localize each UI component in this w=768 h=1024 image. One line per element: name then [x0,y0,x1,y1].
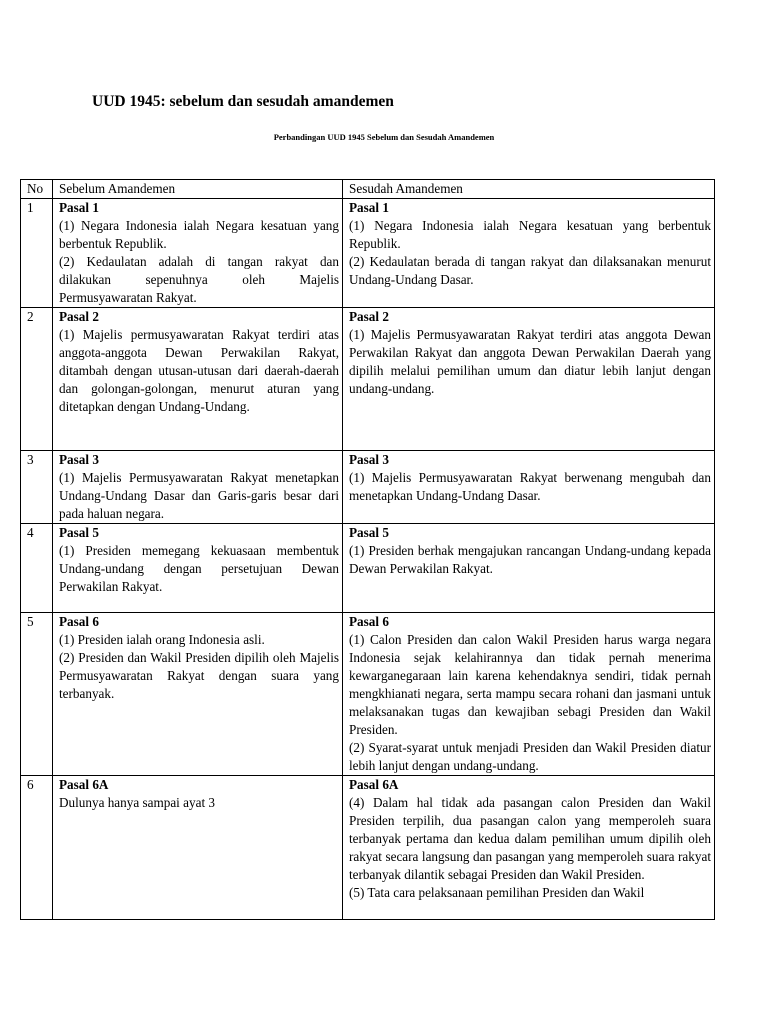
table-row [21,776,715,920]
pasal-title: Pasal 1 [59,200,99,215]
page-subtitle: Perbandingan UUD 1945 Sebelum dan Sesudah Amandemen [273,132,495,142]
after-cell [343,524,715,613]
after-cell [343,308,715,451]
pasal-title: Pasal 3 [349,452,389,467]
row-number: 5 [21,613,53,776]
table-row [21,451,715,524]
pasal-title: Pasal 3 [59,452,99,467]
clause-text: (2) Syarat-syarat untuk menjadi Presiden dan Wakil Presiden diatur lebih lanjut dengan undang-undang. [349,740,711,773]
before-cell [53,308,343,451]
before-cell [53,776,343,920]
pasal-title: Pasal 6 [59,614,99,629]
row-number: 3 [21,451,53,524]
after-cell [343,451,715,524]
table-row [21,613,715,776]
pasal-title: Pasal 6 [349,614,389,629]
clause-text: (1) Presiden memegang kekuasaan membentuk Undang-undang dengan persetujuan Dewan Perwakilan Rakyat. [59,543,339,594]
table-header-row [21,180,715,199]
row-number: 4 [21,524,53,613]
pasal-title: Pasal 6A [349,777,399,792]
table-row [21,524,715,613]
table-row [21,199,715,308]
page-title: UUD 1945: sebelum dan sesudah amandemen [92,93,394,110]
before-cell [53,524,343,613]
header-after: Sesudah Amandemen [343,180,715,199]
pasal-title: Pasal 1 [349,200,389,215]
pasal-title: Pasal 5 [349,525,389,540]
clause-text: (1) Majelis Permusyawaratan Rakyat terdiri atas anggota Dewan Perwakilan Rakyat dan anggota Dewan Perwakilan Daerah yang dipilih melalui pemilihan umum dan diatur lebih lanjut dengan undang-undang. [349,327,711,396]
before-cell [53,613,343,776]
after-cell [343,199,715,308]
row-number: 6 [21,776,53,920]
before-cell [53,199,343,308]
clause-text: (2) Kedaulatan adalah di tangan rakyat dan dilakukan sepenuhnya oleh Majelis Permusyawaratan Rakyat. [59,254,339,305]
clause-text: (5) Tata cara pelaksanaan pemilihan Presiden dan Wakil [349,885,645,900]
clause-text: (1) Majelis permusyawaratan Rakyat terdiri atas anggota-anggota Dewan Perwakilan Rakyat, ditambah dengan utusan-utusan dari daerah-daerah dan golongan-golongan, menurut aturan yang ditetapkan dengan Undang-Undang. [59,327,339,414]
comparison-table [20,179,715,920]
clause-text: (1) Majelis Permusyawaratan Rakyat menetapkan Undang-Undang Dasar dan Garis-garis besar dari pada haluan negara. [59,470,339,521]
clause-text: (2) Presiden dan Wakil Presiden dipilih oleh Majelis Permusyawaratan Rakyat dengan suara yang terbanyak. [59,650,339,701]
clause-text: (1) Calon Presiden dan calon Wakil Presiden harus warga negara Indonesia sejak kelahirannya dan tidak pernah menerima kewarganegaraan lain karena kehendaknya sendiri, tidak pernah mengkhianati negara, serta mampu secara rohani dan jasmani untuk melaksanakan tugas dan kewajiban sebagi Presiden dan Wakil Presiden. [349,632,711,737]
after-cell [343,776,715,920]
header-no: No [21,180,53,199]
pasal-title: Pasal 6A [59,777,109,792]
row-number: 2 [21,308,53,451]
clause-text: (2) Kedaulatan berada di tangan rakyat dan dilaksanakan menurut Undang-Undang Dasar. [349,254,711,287]
pasal-title: Pasal 5 [59,525,99,540]
before-cell [53,451,343,524]
table-row [21,308,715,451]
pasal-title: Pasal 2 [59,309,99,324]
clause-text: Dulunya hanya sampai ayat 3 [59,795,216,810]
clause-text: (1) Presiden berhak mengajukan rancangan Undang-undang kepada Dewan Perwakilan Rakyat. [349,543,711,576]
header-before: Sebelum Amandemen [53,180,343,199]
clause-text: (1) Majelis Permusyawaratan Rakyat berwenang mengubah dan menetapkan Undang-Undang Dasar. [349,470,711,503]
clause-text: (1) Negara Indonesia ialah Negara kesatuan yang berbentuk Republik. [59,218,339,251]
after-cell [343,613,715,776]
clause-text: (1) Negara Indonesia ialah Negara kesatuan yang berbentuk Republik. [349,218,711,251]
clause-text: (4) Dalam hal tidak ada pasangan calon Presiden dan Wakil Presiden terpilih, dua pasangan calon yang memperoleh suara terbanyak pertama dan kedua dalam pemilihan umum dipilih oleh rakyat secara langsung dan pasangan yang memperoleh suara rakyat terbanyak dilantik sebagai Presiden dan Wakil Presiden. [349,795,711,882]
row-number: 1 [21,199,53,308]
clause-text: (1) Presiden ialah orang Indonesia asli. [59,632,265,647]
pasal-title: Pasal 2 [349,309,389,324]
